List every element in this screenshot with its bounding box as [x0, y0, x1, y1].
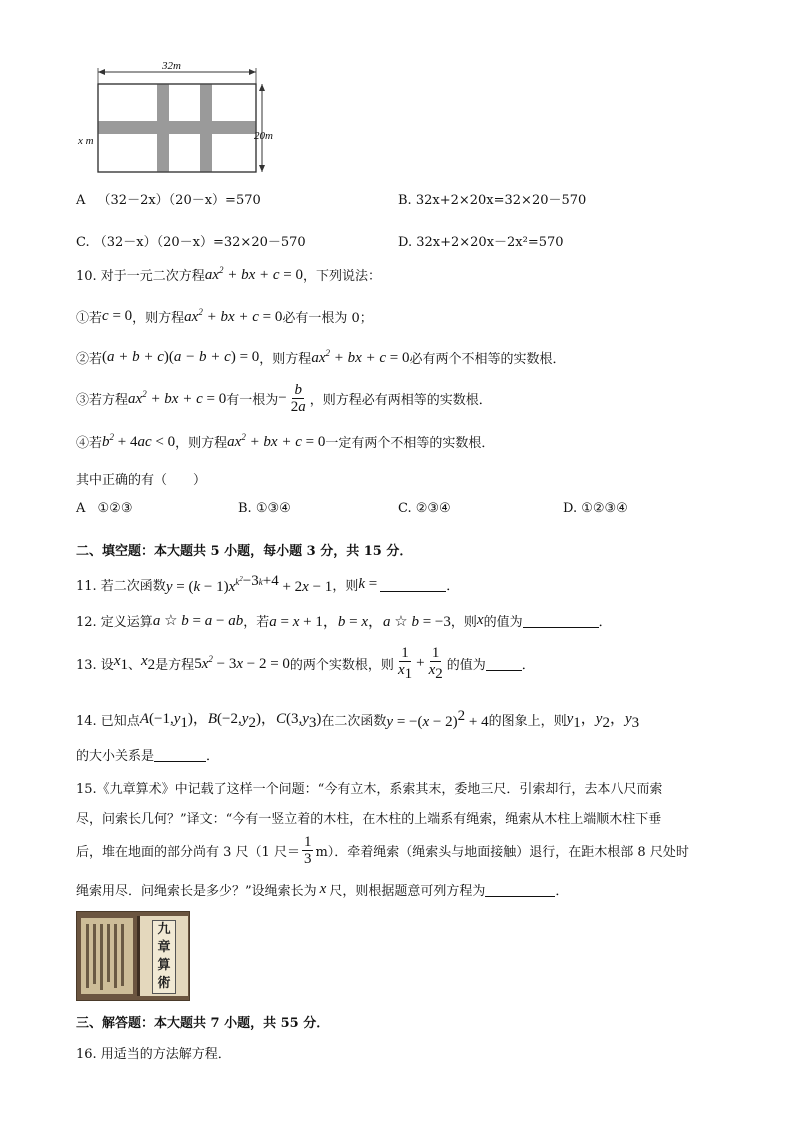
q12	[76, 610, 612, 631]
option-text: （32－2x）（20－x）=570	[97, 193, 261, 208]
q10-ask: 其中正确的有（ ）	[76, 473, 207, 488]
q10-option-b: B. ①③④	[238, 501, 291, 516]
q14-end: ．	[206, 749, 220, 764]
statement-mid: ，则方程	[132, 311, 185, 326]
q13-sep: 、	[127, 658, 141, 673]
q10-stem-text: 10. 对于一元二次方程	[76, 269, 205, 284]
q13-mid: 是方程	[155, 658, 195, 673]
statement-mid: ，则方程	[175, 436, 228, 451]
q10-option-d: D. ①②③④	[563, 501, 628, 516]
road-label: x m	[78, 135, 94, 147]
q15-line-4	[76, 880, 568, 899]
option-letter: A	[76, 501, 86, 516]
q13-mid: 的值为	[446, 658, 486, 673]
answer-blank[interactable]	[485, 882, 555, 897]
q15-line-3	[76, 834, 689, 867]
math-fraction: $\frac{1}{x_1}$ + $\frac{1}{x_2}$	[397, 645, 443, 682]
statement-suffix: 必有两个不相等的实数根．	[409, 352, 566, 367]
q11-mid: ，则	[332, 579, 359, 594]
q14-line-1	[76, 707, 639, 732]
q12-mid: ，若	[243, 615, 270, 630]
q10-stem	[76, 265, 381, 284]
math-expr: $ax^2$ + bx + c = 0	[227, 432, 326, 450]
book-title-char: 九	[157, 922, 171, 937]
answer-blank[interactable]	[486, 656, 522, 671]
q15-text: 后，堆在地面的部分尚有 3 尺（1 尺＝	[76, 845, 300, 860]
math-expr: $ax^2$ + bx + c = 0	[184, 307, 283, 325]
q9-option-c: C. （32－x）（20－x）=32×20－570	[76, 235, 306, 250]
q10-statement-1	[76, 307, 373, 326]
math-expr: $y_1$，$y_2$，$y_3$	[566, 711, 640, 731]
math-expr: k =	[358, 576, 378, 592]
q15-end: ．	[555, 884, 569, 899]
math-expr: x	[319, 881, 327, 897]
q9-option-a	[76, 189, 261, 208]
q11-text: 11. 若二次函数	[76, 579, 166, 594]
q10-statement-3	[76, 382, 492, 415]
math-expr: $y = -(x - 2)^2 + 4$	[386, 708, 489, 730]
math-expr: (a + b + c)(a − b + c) = 0	[102, 349, 260, 365]
book-cover	[137, 916, 188, 996]
math-expr: $ax^2$ + bx + c = 0	[128, 389, 227, 407]
road-diagram	[70, 58, 280, 178]
q14-text: 14. 已知点	[76, 714, 140, 729]
book-title-char: 算	[157, 958, 171, 973]
q11	[76, 573, 459, 596]
math-expr: $A(-1,y_1)$，$B(-2,y_2)$，$C(3,y_3)$	[139, 711, 322, 731]
math-expr: $b^2 + 4ac < 0$	[102, 432, 176, 450]
q13-end: ．	[521, 658, 535, 673]
math-expr: a ☆ b = a − ab	[152, 613, 244, 629]
q12-mid: ，则	[450, 615, 477, 630]
q12-mid: 的值为	[483, 615, 523, 630]
math-expr: a = x + 1，b = x，a ☆ b = −3	[269, 614, 451, 630]
book-left-page	[81, 918, 133, 994]
math-expr: x	[476, 612, 484, 628]
q10-option-c: C. ②③④	[398, 501, 451, 516]
book-title-char: 章	[157, 940, 171, 955]
statement-prefix: ①若	[76, 311, 103, 326]
math-fraction: − $\frac{b}{2a}$	[278, 382, 306, 415]
q14-text: 的大小关系是	[76, 749, 155, 764]
q9-option-b: B. 32x+2×20x=32×20－570	[398, 193, 587, 208]
math-expr: $x_1$	[113, 653, 128, 673]
q14-mid: 的图象上，则	[488, 714, 567, 729]
q10-statement-4	[76, 432, 494, 451]
jiuzhang-suanshu-image	[76, 911, 190, 1001]
math-expr: c = 0	[102, 308, 133, 324]
math-expr: $5x^2 - 3x - 2 = 0$	[194, 654, 290, 672]
q15-text: 绳索用尽．问绳索长是多少？”设绳索长为	[76, 884, 317, 899]
q16: 16. 用适当的方法解方程．	[76, 1047, 231, 1062]
statement-suffix: 必有一根为 0；	[282, 311, 373, 326]
height-label: 20m	[254, 130, 273, 142]
q13	[76, 645, 535, 682]
answer-blank[interactable]	[523, 613, 599, 628]
q10-equation: $ax^2$ + bx + c = 0	[204, 265, 304, 283]
statement-prefix: ③若方程	[76, 393, 129, 408]
q10-stem-tail: ，下列说法：	[303, 269, 382, 284]
math-expr: $y = (k - 1)x^{k^2-3k+4} + 2x - 1$	[165, 573, 333, 595]
q10-option-a	[76, 501, 133, 516]
q13-text: 13. 设	[76, 658, 114, 673]
math-fraction: $\frac{1}{3}$	[303, 834, 312, 867]
math-expr: $x_2$	[141, 653, 156, 673]
q12-end: ．	[598, 615, 612, 630]
width-label: 32m	[162, 60, 181, 72]
statement-mid: 有一根为	[226, 393, 279, 408]
math-expr: $ax^2$ + bx + c = 0	[311, 348, 410, 366]
statement-suffix: 一定有两个不相等的实数根．	[325, 436, 495, 451]
q10-statement-2	[76, 348, 566, 367]
q13-mid: 的两个实数根，则	[289, 658, 394, 673]
section-2-heading: 二、填空题：本大题共 5 小题，每小题 3 分，共 15 分．	[76, 544, 413, 559]
q15-text: m）．牵着绳索（绳索头与地面接触）退行，在距木根部 8 尺处时	[315, 845, 689, 860]
q11-end: ．	[446, 579, 460, 594]
book-title-label	[152, 920, 176, 994]
q12-text: 12. 定义运算	[76, 615, 153, 630]
q14-mid: 在二次函数	[321, 714, 387, 729]
q15-line-2: 尽，问索长几何？”译文：“今有一竖立着的木柱，在木柱的上端系有绳索，绳索从木柱上端顺木柱下垂	[76, 812, 662, 827]
answer-blank[interactable]	[380, 577, 446, 592]
statement-suffix: ，则方程必有两相等的实数根．	[309, 393, 492, 408]
q15-line-1: 15.《九章算术》中记载了这样一个问题：“今有立木，系索其末，委地三尺．引索却行，去本八尺而索	[76, 782, 663, 797]
answer-blank[interactable]	[154, 747, 206, 762]
book-title-char: 術	[157, 976, 171, 991]
statement-prefix: ④若	[76, 436, 103, 451]
option-letter: A	[76, 193, 86, 208]
option-text: ①②③	[97, 501, 133, 516]
statement-mid: ，则方程	[259, 352, 312, 367]
section-3-heading: 三、解答题：本大题共 7 小题，共 55 分．	[76, 1016, 330, 1031]
statement-prefix: ②若	[76, 352, 103, 367]
q9-option-d: D. 32x+2×20x－2x²=570	[398, 235, 564, 250]
q15-text: 尺，则根据题意可列方程为	[329, 884, 486, 899]
q14-line-2	[76, 745, 219, 764]
